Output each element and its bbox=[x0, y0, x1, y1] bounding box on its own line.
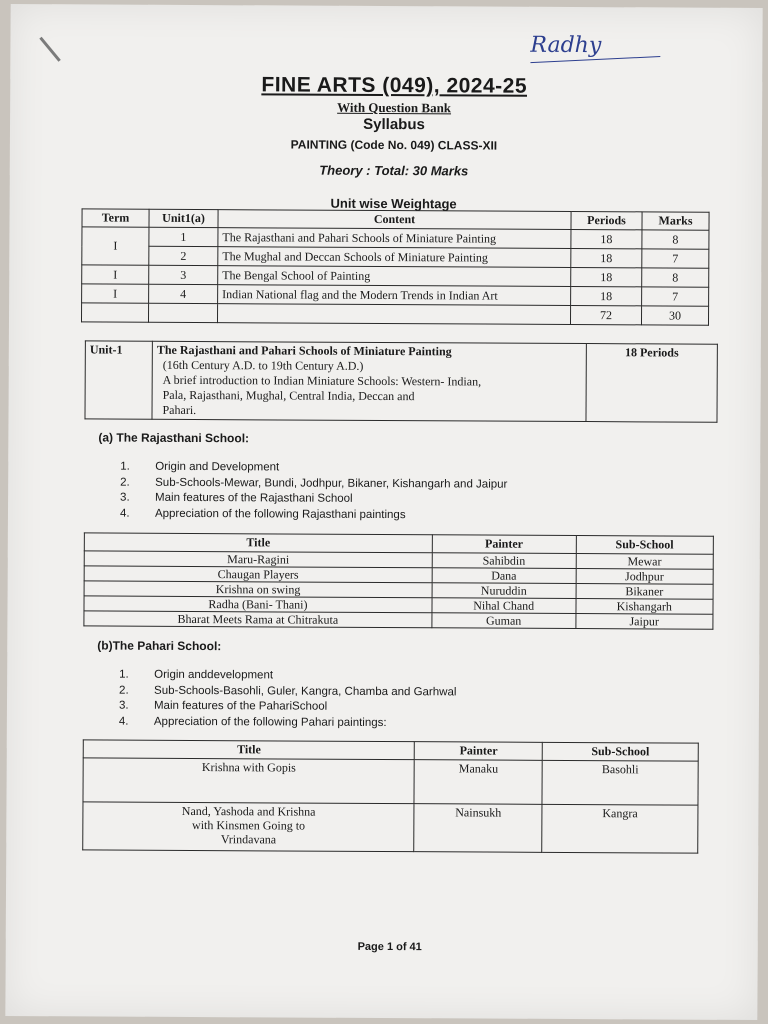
content-cell: The Bengal School of Painting bbox=[218, 266, 571, 287]
term-cell bbox=[81, 303, 148, 322]
unit-cell: 2 bbox=[149, 246, 218, 265]
term-cell: I bbox=[82, 265, 149, 284]
unit-desc-line: Pahari. bbox=[162, 402, 197, 418]
table-total-row bbox=[81, 303, 708, 325]
table-row: Krishna with Gopis Manaku Basohli bbox=[83, 758, 698, 805]
staple-pin bbox=[39, 37, 60, 62]
term-cell: I bbox=[82, 227, 149, 265]
table-row: Krishna on swing Nuruddin Bikaner bbox=[84, 581, 713, 599]
weightage-table bbox=[81, 208, 710, 325]
table-row: Chaugan Players Dana Jodhpur bbox=[84, 566, 713, 584]
col-header: Term bbox=[82, 209, 149, 227]
unit-cell: 3 bbox=[149, 265, 218, 284]
periods-cell: 18 bbox=[571, 248, 642, 267]
col-header: Periods bbox=[571, 211, 642, 229]
unit-cell: 4 bbox=[149, 284, 218, 303]
page-title: FINE ARTS (049), 2024-25 bbox=[261, 73, 528, 98]
list-item: 3. Main features of the Rajasthani School bbox=[120, 491, 353, 505]
content-cell bbox=[217, 304, 570, 325]
term-cell: I bbox=[82, 284, 149, 303]
unit-label: Unit-1 bbox=[85, 341, 152, 419]
list-item: 1. Origin and Development bbox=[120, 460, 280, 474]
unit1-table bbox=[84, 340, 717, 422]
rajasthani-heading: (a) The Rajasthani School: bbox=[98, 430, 250, 446]
table-row: Nand, Yashoda and Krishna with Kinsmen Going to Vrindavana Nainsukh Kangra bbox=[83, 802, 698, 853]
col-header: Painter bbox=[415, 742, 543, 761]
list-item: 2. Sub-Schools-Mewar, Bundi, Jodhpur, Bikaner, Kishangarh and Jaipur bbox=[120, 476, 508, 491]
list-item: 1. Origin anddevelopment bbox=[119, 668, 274, 682]
col-header: Marks bbox=[642, 212, 709, 230]
marks-cell: 7 bbox=[642, 287, 709, 306]
list-item: 2. Sub-Schools-Basohli, Guler, Kangra, Chamba and Garhwal bbox=[119, 684, 457, 698]
unit-desc-line: (16th Century A.D. to 19th Century A.D.) bbox=[162, 357, 364, 373]
unit-description bbox=[152, 341, 586, 421]
content-cell: The Mughal and Deccan Schools of Miniature Painting bbox=[218, 247, 571, 268]
marks-cell: 7 bbox=[642, 249, 709, 268]
col-header: Sub-School bbox=[542, 742, 698, 761]
list-item: 4. Appreciation of the following Pahari paintings: bbox=[118, 715, 387, 729]
col-header: Sub-School bbox=[576, 536, 714, 555]
rajasthani-list bbox=[120, 460, 508, 524]
col-header: Unit1(a) bbox=[149, 209, 218, 227]
table-row bbox=[85, 341, 717, 422]
weightage-heading: Unit wise Weightage bbox=[330, 195, 457, 212]
unit-desc-line: A brief introduction to Indian Miniature Schools: Western- Indian, bbox=[162, 372, 482, 389]
list-item: 3. Main features of the PahariSchool bbox=[118, 699, 328, 713]
question-bank-subtitle: With Question Bank bbox=[337, 99, 452, 116]
handwritten-signature: Radhy bbox=[530, 32, 602, 59]
col-header: Painter bbox=[432, 535, 576, 554]
periods-cell: 18 bbox=[571, 267, 642, 286]
col-header: Content bbox=[218, 210, 571, 230]
col-header: Title bbox=[84, 533, 432, 553]
unit-cell bbox=[148, 303, 217, 322]
table-row: Radha (Bani- Thani) Nihal Chand Kishangarh bbox=[84, 596, 713, 614]
pahari-list bbox=[119, 668, 457, 732]
unit-desc-line: Pala, Rajasthani, Mughal, Central India, Deccan and bbox=[162, 387, 415, 404]
periods-cell: 18 bbox=[571, 229, 642, 248]
col-header: Title bbox=[83, 740, 415, 760]
syllabus-heading: Syllabus bbox=[363, 115, 425, 134]
list-item: 4. Appreciation of the following Rajasthani paintings bbox=[119, 507, 406, 521]
rajasthani-paintings-table bbox=[83, 532, 713, 629]
theory-marks-line: Theory : Total: 30 Marks bbox=[319, 162, 469, 179]
pahari-paintings-table bbox=[82, 739, 699, 853]
content-cell: Indian National flag and the Modern Trends in Indian Art bbox=[218, 285, 571, 306]
unit-periods: 18 Periods bbox=[586, 344, 717, 423]
document-page bbox=[5, 4, 762, 1020]
unit-title: The Rajasthani and Pahari Schools of Miniature Painting bbox=[156, 342, 452, 359]
page-number: Page 1 of 41 bbox=[357, 940, 422, 954]
marks-total: 30 bbox=[641, 306, 708, 325]
periods-total: 72 bbox=[570, 305, 641, 324]
pahari-heading: (b)The Pahari School: bbox=[97, 638, 222, 654]
course-code-line: PAINTING (Code No. 049) CLASS-XII bbox=[290, 137, 498, 153]
periods-cell: 18 bbox=[571, 286, 642, 305]
unit-cell: 1 bbox=[149, 227, 218, 246]
marks-cell: 8 bbox=[642, 268, 709, 287]
table-row: Maru-Ragini Sahibdin Mewar bbox=[84, 551, 713, 569]
marks-cell: 8 bbox=[642, 230, 709, 249]
content-cell: The Rajasthani and Pahari Schools of Miniature Painting bbox=[218, 228, 571, 249]
table-row: Bharat Meets Rama at Chitrakuta Guman Jaipur bbox=[84, 611, 713, 629]
